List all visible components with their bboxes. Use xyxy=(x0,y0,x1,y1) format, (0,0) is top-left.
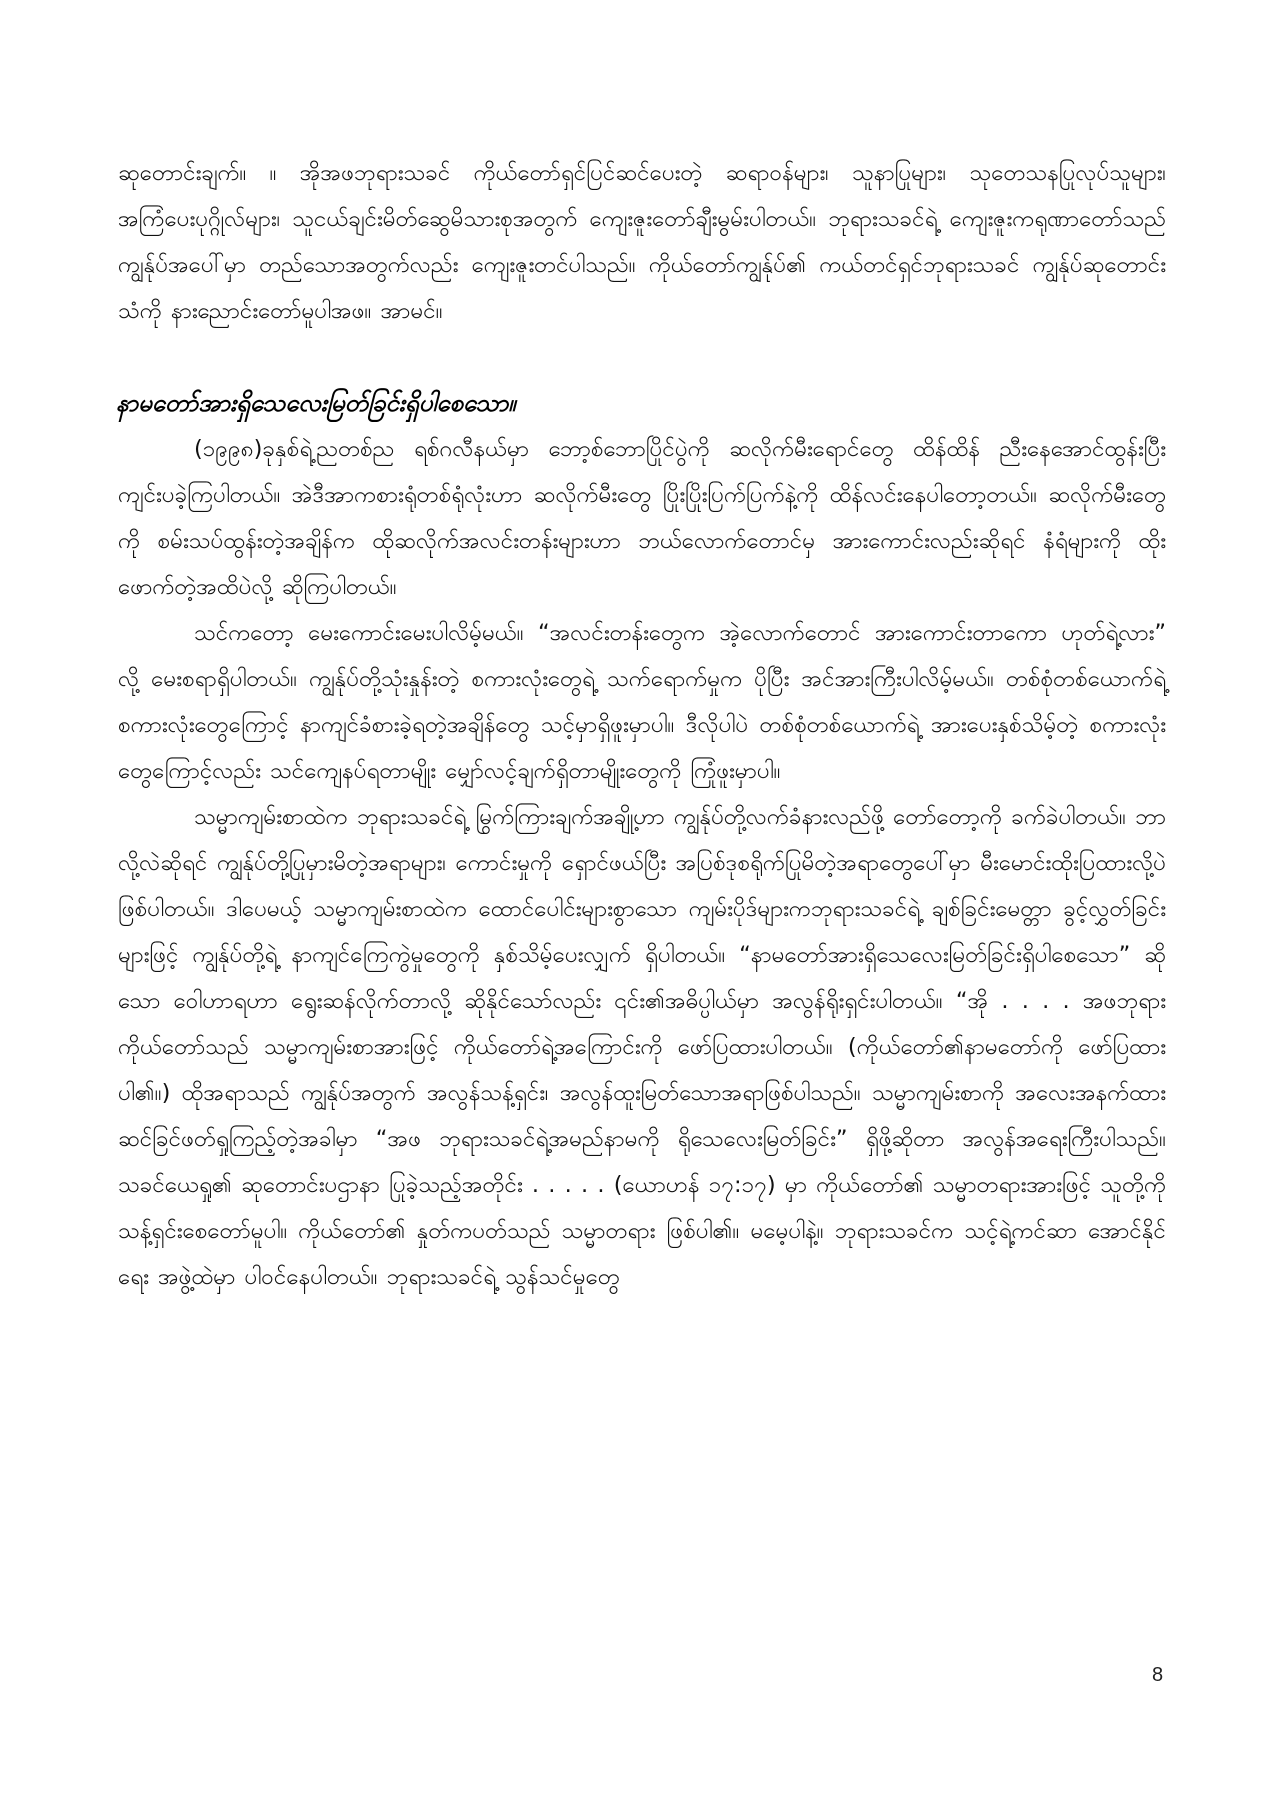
page-content xyxy=(118,150,1166,1300)
prayer-paragraph: ဆုတောင်းချက်။ ။ အိုအဖဘုရားသခင် ကိုယ်တော်ရှင်ပြင်ဆင်ပေးတဲ့ ဆရာဝန်များ၊ သူနာပြုများ၊ သုတေသနပြုလုပ်သူများ၊ အကြံပေးပုဂ္ဂိုလ်များ၊ သူငယ်ချင်းမိတ်ဆွေမိသားစုအတွက် ကျေးဇူးတော်ချီးမွမ်းပါတယ်။ ဘုရားသခင်ရဲ့ ကျေးဇူးကရုဏာတော်သည် ကျွန်ုပ်အပေါ်မှာ တည်သောအတွက်လည်း ကျေးဇူးတင်ပါသည်။ ကိုယ်တော်ကျွန်ုပ်၏ ကယ်တင်ရှင်ဘုရားသခင် ကျွန်ုပ်ဆုတောင်းသံကို နားညောင်းတော်မူပါအဖ။ အာမင်။ xyxy=(118,160,1166,324)
body-paragraph: သင်ကတော့ မေးကောင်းမေးပါလိမ့်မယ်။ “အလင်းတန်းတွေက အဲ့လောက်တောင် အားကောင်းတာကော ဟုတ်ရဲ့လား” လို့ မေးစရာရှိပါတယ်။ ကျွန်ုပ်တို့သုံးနှုန်းတဲ့ စကားလုံးတွေရဲ့ သက်ရောက်မှုက ပိုပြီး အင်အားကြီးပါလိမ့်မယ်။ တစ်စုံတစ်ယောက်ရဲ့ စကားလုံးတွေကြောင့် နာကျင်ခံစားခဲ့ရတဲ့အချိန်တွေ သင့်မှာရှိဖူးမှာပါ။ ဒီလိုပါပဲ တစ်စုံတစ်ယောက်ရဲ့ အားပေးနှစ်သိမ့်တဲ့ စကားလုံးတွေကြောင့်လည်း သင်ကျေနပ်ရတာမျိုး မျှော်လင့်ချက်ရှိတာမျိုးတွေကို ကြုံဖူးမှာပါ။ xyxy=(118,620,1166,784)
body-paragraph: (၁၉၉၈)ခုနှစ်ရဲ့ညတစ်ည ရစ်ဂလီနယ်မှာ ဘော့စ်ဘောပြိုင်ပွဲကို ဆလိုက်မီးရောင်တွေ ထိန်ထိန် ညီးနေအောင်ထွန်းပြီး ကျင်းပခဲ့ကြပါတယ်။ အဲဒီအာကစားရုံတစ်ရုံလုံးဟာ ဆလိုက်မီးတွေ ပြိုးပြိုးပြက်ပြက်နဲ့ကို ထိန်လင်းနေပါတော့တယ်။ ဆလိုက်မီးတွေကို စမ်းသပ်ထွန်းတဲ့အချိန်က ထိုဆလိုက်အလင်းတန်းများဟာ ဘယ်လောက်တောင်မှ အားကောင်းလည်းဆိုရင် နံရံများကို ထိုးဖောက်တဲ့အထိပဲလို့ ဆိုကြပါတယ်။ xyxy=(118,436,1166,600)
page-number: 8 xyxy=(1152,1664,1164,1686)
body-paragraph: သမ္မာကျမ်းစာထဲက ဘုရားသခင်ရဲ့ မြွက်ကြားချက်အချို့ဟာ ကျွန်ုပ်တို့လက်ခံနားလည်ဖို့ တော်တော့ကို ခက်ခဲပါတယ်။ ဘာလို့လဲဆိုရင် ကျွန်ုပ်တို့ပြုမှားမိတဲ့အရာများ၊ ကောင်းမှုကို ရှောင်ဖယ်ပြီး အပြစ်ဒုစရိုက်ပြုမိတဲ့အရာတွေပေါ်မှာ မီးမောင်းထိုးပြထားလို့ပဲဖြစ်ပါတယ်။ ဒါပေမယ့် သမ္မာကျမ်းစာထဲက ထောင်ပေါင်းများစွာသော ကျမ်းပိုဒ်များကဘုရားသခင်ရဲ့ ချစ်ခြင်းမေတ္တာ ခွင့်လွှတ်ခြင်းများဖြင့် ကျွန်ုပ်တို့ရဲ့ နာကျင်ကြေကွဲမှုတွေကို နှစ်သိမ့်ပေးလျှက် ရှိပါတယ်။ “နာမတော်အားရှိသေလေးမြတ်ခြင်းရှိပါစေသော” ဆိုသော ဝေါဟာရဟာ ရွေးဆန်လိုက်တာလို့ ဆိုနိုင်သော်လည်း ၎င်း၏အဓိပ္ပါယ်မှာ အလွန်ရိုးရှင်းပါတယ်။ “အို . . . . အဖဘုရား ကိုယ်တော်သည် သမ္မာကျမ်းစာအားဖြင့် ကိုယ်တော်ရဲ့အကြောင်းကို ဖော်ပြထားပါတယ်။ (ကိုယ်တော်၏နာမတော်ကို ဖော်ပြထားပါ၏။) ထိုအရာသည် ကျွန်ုပ်အတွက် အလွန်သန့်ရှင်း၊ အလွန်ထူးမြတ်သောအရာဖြစ်ပါသည်။ သမ္မာကျမ်းစာကို အလေးအနက်ထား ဆင်ခြင်ဖတ်ရှုကြည့်တဲ့အခါမှာ “အဖ ဘုရားသခင်ရဲ့အမည်နာမကို ရိုသေလေးမြတ်ခြင်း” ရှိဖို့ဆိုတာ အလွန်အရေးကြီးပါသည်။ သခင်ယေရှု၏ ဆုတောင်းပဌာနာ ပြုခဲ့သည့်အတိုင်း . . . . . (ယောဟန် ၁၇:၁၇) မှာ ကိုယ်တော်၏ သမ္မာတရားအားဖြင့် သူတို့ကို သန့်ရှင်းစေတော်မူပါ။ ကိုယ်တော်၏ နှုတ်ကပတ်သည် သမ္မာတရား ဖြစ်ပါ၏။ မမေ့ပါနဲ့။ ဘုရားသခင်က သင့်ရဲ့ကင်ဆာ အောင်နိုင်ရေး အဖွဲ့ထဲမှာ ပါဝင်နေပါတယ်။ ဘုရားသခင်ရဲ့ သွန်သင်မှုတွေ xyxy=(118,804,1166,1290)
section-heading: နာမတော်အားရှိသေလေးမြတ်ခြင်းရှိပါစေသော။ xyxy=(116,389,516,417)
